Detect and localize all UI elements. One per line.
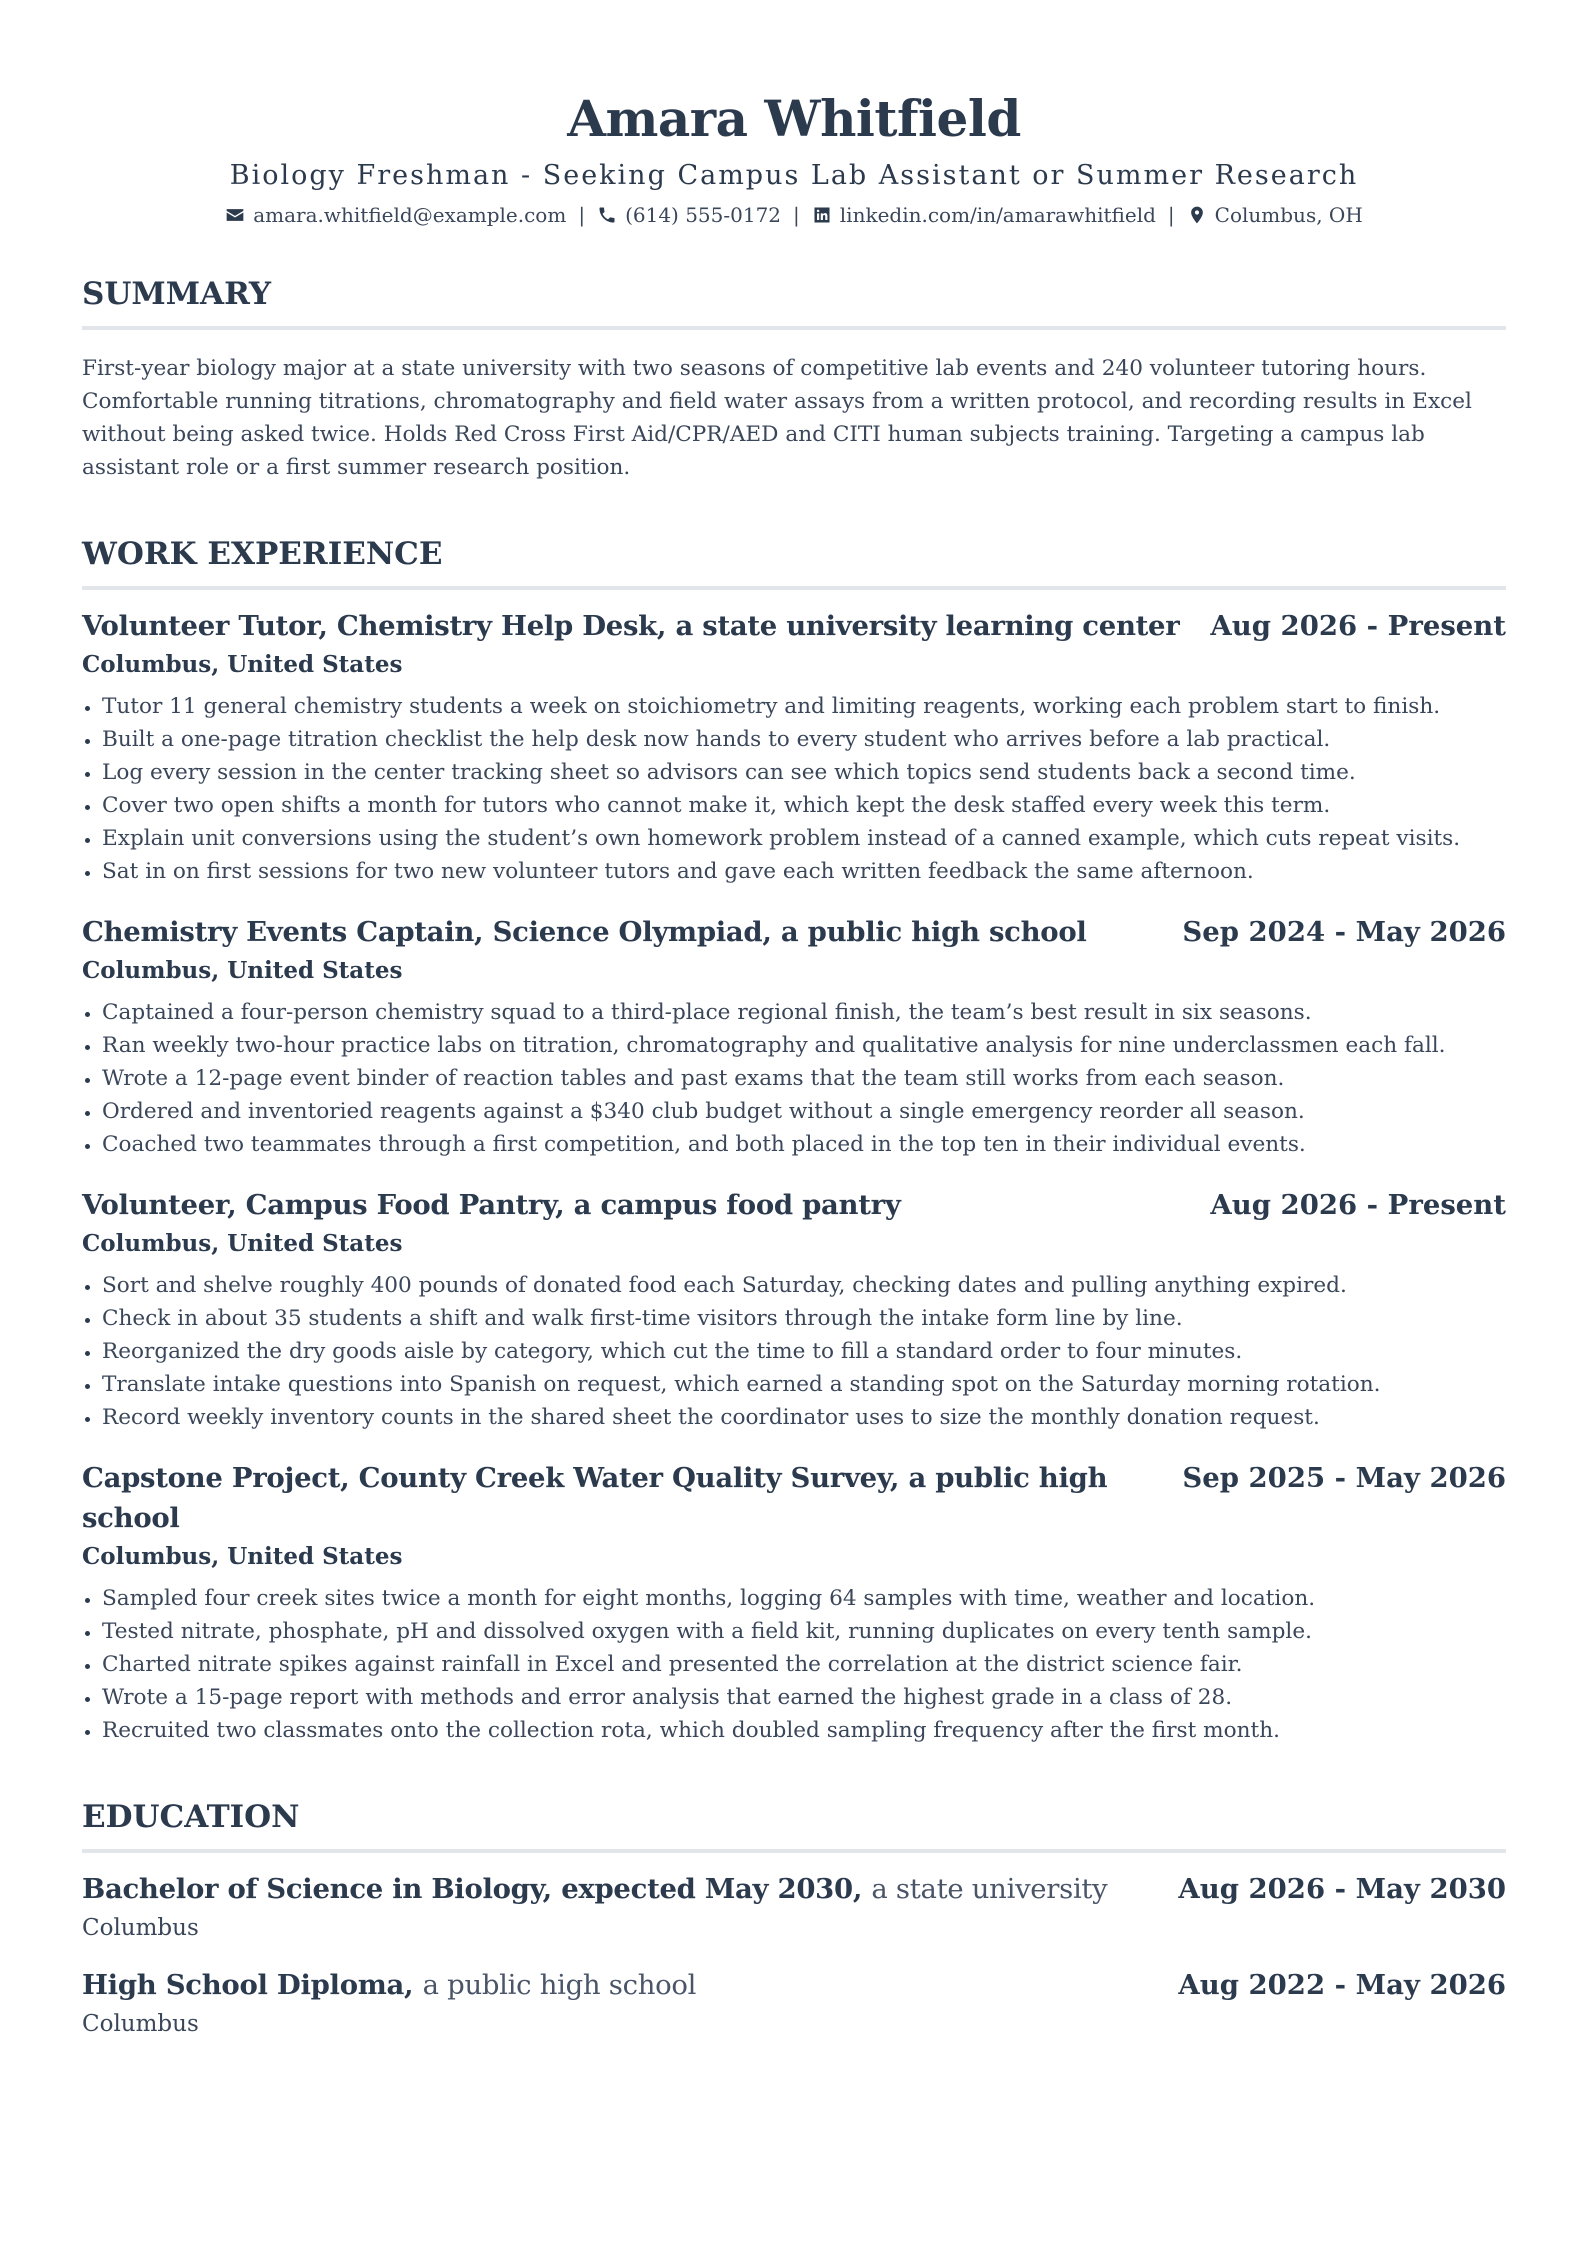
contact-email[interactable] <box>225 200 566 230</box>
job-bullet: • Wrote a 12-page event binder of reaction tables and past exams that the team still works from each season. <box>102 1062 1506 1095</box>
education-degree-line <box>82 1965 696 2005</box>
job-bullet: • Ordered and inventoried reagents against a $340 club budget without a single emergency reorder all season. <box>102 1095 1506 1128</box>
contact-separator: | <box>793 203 800 227</box>
summary-section <box>82 274 1506 484</box>
education-school: a public high school <box>422 1969 697 2001</box>
contact-separator: | <box>1167 203 1175 227</box>
education-location: Columbus <box>82 1915 199 1941</box>
job-bullet: • Sat in on first sessions for two new volunteer tutors and gave each written feedback the same afternoon. <box>102 855 1506 888</box>
job-title: Volunteer, Campus Food Pantry, a campus food pantry <box>82 1189 901 1221</box>
job-entry <box>82 912 1506 1161</box>
job-bullets <box>82 1582 1506 1747</box>
contact-separator: | <box>578 203 586 227</box>
job-bullets <box>82 690 1506 888</box>
job-bullet: • Wrote a 15-page report with methods and error analysis that earned the highest grade in a class of 28. <box>102 1681 1506 1714</box>
job-title: Volunteer Tutor, Chemistry Help Desk, a state university learning center <box>82 610 1180 642</box>
linkedin-icon <box>812 205 832 225</box>
candidate-headline: Biology Freshman - Seeking Campus Lab Assistant or Summer Research <box>229 160 1359 191</box>
section-title-summary: SUMMARY <box>82 274 1506 330</box>
candidate-name: Amara Whitfield <box>567 89 1021 148</box>
job-entry <box>82 1185 1506 1434</box>
job-bullet: • Explain unit conversions using the student’s own homework problem instead of a canned example, which cuts repeat visits. <box>102 822 1506 855</box>
job-dates: Aug 2026 - Present <box>1210 610 1506 642</box>
resume-header <box>82 88 1506 230</box>
job-bullet: • Coached two teammates through a first competition, and both placed in the top ten in their individual events. <box>102 1128 1506 1161</box>
job-dates: Sep 2025 - May 2026 <box>1182 1462 1506 1494</box>
job-bullet: • Ran weekly two-hour practice labs on titration, chromatography and qualitative analysis for nine underclassmen each fall. <box>102 1029 1506 1062</box>
job-location: Columbus, United States <box>82 651 403 678</box>
job-bullet: • Log every session in the center tracking sheet so advisors can see which topics send students back a second time. <box>102 756 1506 789</box>
education-school: a state university <box>871 1873 1108 1905</box>
job-bullet: • Cover two open shifts a month for tutors who cannot make it, which kept the desk staffed every week this term. <box>102 789 1506 822</box>
education-degree: High School Diploma, <box>82 1969 414 2001</box>
map-pin-icon <box>1187 205 1207 225</box>
contact-location <box>1187 200 1363 230</box>
education-degree: Bachelor of Science in Biology, expected May 2030, <box>82 1873 863 1905</box>
job-title: Capstone Project, County Creek Water Quality Survey, a public high school <box>82 1462 1108 1534</box>
job-location: Columbus, United States <box>82 1230 403 1257</box>
job-bullet: • Built a one-page titration checklist the help desk now hands to every student who arrives before a lab practical. <box>102 723 1506 756</box>
job-bullet: • Reorganized the dry goods aisle by category, which cut the time to fill a standard order to four minutes. <box>102 1335 1506 1368</box>
job-bullet: • Recruited two classmates onto the collection rota, which doubled sampling frequency after the first month. <box>102 1714 1506 1747</box>
summary-text: First-year biology major at a state university with two seasons of competitive lab events and 240 volunteer tutoring hours. Comfortable running titrations, chromatography and field water assays from a written protocol, and recording results in Excel without being asked twice. Holds Red Cross First Aid/CPR/AED and CITI human subjects training. Targeting a campus lab assistant role or a first summer research position. <box>82 356 1472 480</box>
job-bullet: • Translate intake questions into Spanish on request, which earned a standing spot on the Saturday morning rotation. <box>102 1368 1506 1401</box>
section-title-experience: WORK EXPERIENCE <box>82 534 1506 590</box>
education-dates: Aug 2022 - May 2026 <box>1178 1969 1506 2001</box>
phone-icon <box>597 205 617 225</box>
job-bullet: • Charted nitrate spikes against rainfall in Excel and presented the correlation at the district science fair. <box>102 1648 1506 1681</box>
envelope-icon <box>225 205 245 225</box>
job-bullets <box>82 996 1506 1161</box>
experience-section <box>82 534 1506 1747</box>
education-entry <box>82 1869 1506 1947</box>
job-dates: Aug 2026 - Present <box>1210 1189 1506 1221</box>
job-bullet: • Check in about 35 students a shift and walk first-time visitors through the intake form line by line. <box>102 1302 1506 1335</box>
job-location: Columbus, United States <box>82 957 403 984</box>
contact-phone[interactable] <box>597 200 781 230</box>
education-degree-line <box>82 1869 1107 1909</box>
job-bullet: • Captained a four-person chemistry squad to a third-place regional finish, the team’s best result in six seasons. <box>102 996 1506 1029</box>
job-bullet: • Record weekly inventory counts in the shared sheet the coordinator uses to size the monthly donation request. <box>102 1401 1506 1434</box>
job-location: Columbus, United States <box>82 1543 403 1570</box>
section-title-education: EDUCATION <box>82 1797 1506 1853</box>
contact-phone-text: (614) 555-0172 <box>625 203 782 227</box>
education-section <box>82 1797 1506 2043</box>
job-bullet: • Tested nitrate, phosphate, pH and dissolved oxygen with a field kit, running duplicates on every tenth sample. <box>102 1615 1506 1648</box>
contact-location-text: Columbus, OH <box>1214 203 1363 227</box>
education-dates: Aug 2026 - May 2030 <box>1178 1873 1506 1905</box>
job-dates: Sep 2024 - May 2026 <box>1182 916 1506 948</box>
contact-linkedin[interactable] <box>812 200 1156 230</box>
job-entry <box>82 606 1506 888</box>
contact-email-text: amara.whitfield@example.com <box>253 203 567 227</box>
job-bullet: • Sort and shelve roughly 400 pounds of donated food each Saturday, checking dates and pulling anything expired. <box>102 1269 1506 1302</box>
job-bullet: • Tutor 11 general chemistry students a week on stoichiometry and limiting reagents, working each problem start to finish. <box>102 690 1506 723</box>
job-entry <box>82 1458 1506 1747</box>
job-title: Chemistry Events Captain, Science Olympiad, a public high school <box>82 916 1087 948</box>
contact-bar <box>82 200 1506 230</box>
job-bullets <box>82 1269 1506 1434</box>
education-entry <box>82 1965 1506 2043</box>
education-location: Columbus <box>82 2011 199 2037</box>
contact-linkedin-text: linkedin.com/in/amarawhitfield <box>839 203 1156 227</box>
job-bullet: • Sampled four creek sites twice a month for eight months, logging 64 samples with time, weather and location. <box>102 1582 1506 1615</box>
